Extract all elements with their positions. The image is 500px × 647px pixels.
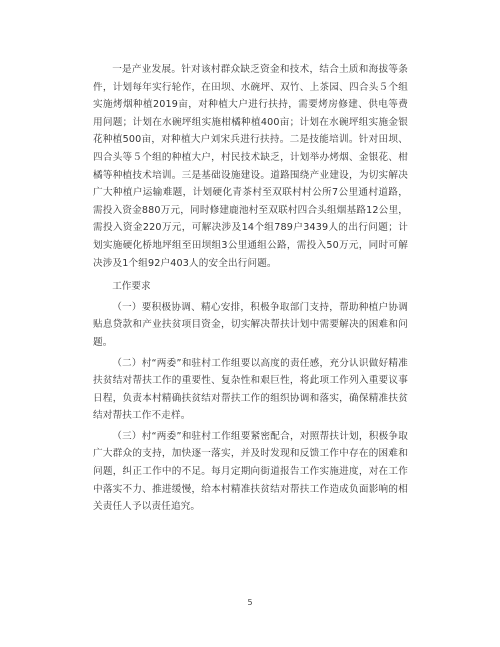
body-paragraph-industry: 一是产业发展。针对该村群众缺乏资金和技术，结合土质和海拔等条件，计划每年实行轮作，在田坝、水碗坪、双竹、上茶园、四合头５个组实施烤烟种植2019亩，对种植大户进行扶持，需要烤房修建、供电等费用问题；计划在水碗坪组实施柑橘种植400亩；计划在水碗坪组实施金银花种植500亩，对种植大户刘宋兵进行扶持。二是技能培训。针对田坝、四合头等５个组的种植大户，村民技术缺乏，计划举办烤烟、金银花、柑橘等种植技术培训。三是基础设施建设。道路围绕产业建设，为切实解决广大种植户运输难题，计划硬化青茶村至双联村村公所7公里通村道路，需投入资金880万元，同时修建鹿池村至双联村四合头组烟基路12公里，需投入资金220万元，可解决涉及14个组789户3439人的出行问题；计划实施硬化桥地坪组至田坝组3公里通组公路，需投入50万元，同时可解决涉及1个组92户403人的安全出行问题。: [93, 64, 408, 269]
requirement-item-3: （三）村“两委”和驻村工作组要紧密配合，对照帮扶计划，积极争取广大群众的支持，加快逐一落实，并及时发现和反馈工作中存在的困难和问题，纠正工作中的不足。每月定期向街道报告工作实施进度，对在工作中落实不力、推进缓慢，给本村精准扶贫结对帮扶工作造成负面影响的相关责任人予以责任追究。: [93, 430, 408, 513]
page-number: 5: [247, 598, 253, 607]
section-heading: 工作要求: [112, 281, 151, 293]
document-body: [93, 61, 408, 516]
requirement-item-1: （一）要积极协调、精心安排，积极争取部门支持，帮助种植户协调贴息贷款和产业扶贫项目资金，切实解决帮扶计划中需要解决的困难和问题。: [93, 301, 408, 348]
requirement-item-2: （二）村“两委”和驻村工作组要以高度的责任感，充分认识做好精准扶贫结对帮扶工作的重要性、复杂性和艰巨性，将此项工作列入重要议事日程，负责本村精确扶贫结对帮扶工作的组织协调和落实，确保精准扶贫结对帮扶工作不走样。: [93, 357, 408, 422]
